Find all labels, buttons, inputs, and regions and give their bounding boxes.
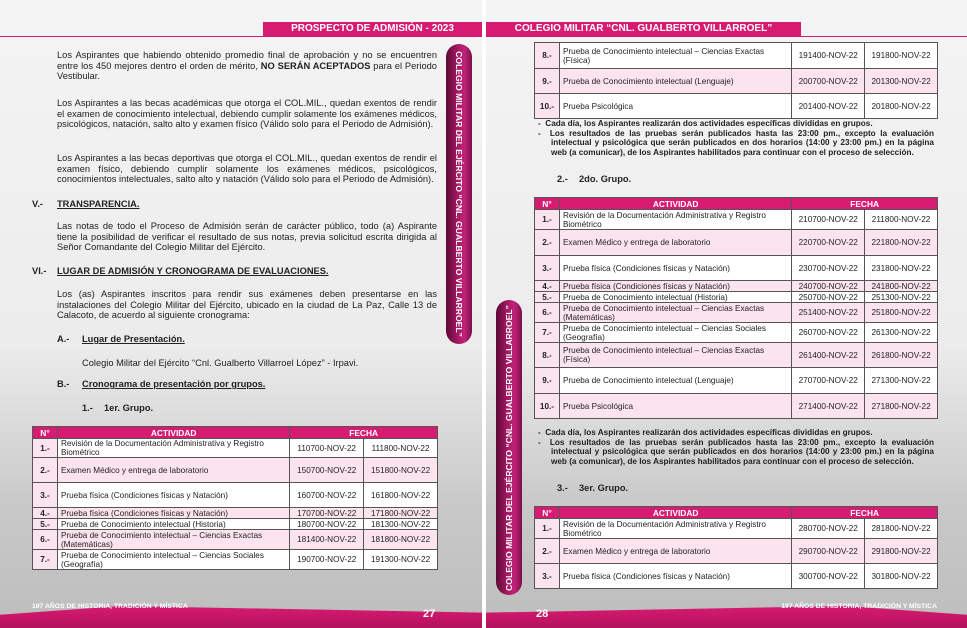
activity-cell: Revisión de la Documentación Administrativa y Registro Biométrico	[559, 519, 791, 539]
left-header-title: PROSPECTO DE ADMISIÓN - 2023	[263, 22, 482, 36]
date-start-cell: 280700-NOV-22	[792, 519, 865, 539]
table-header-row	[535, 507, 938, 519]
row-number: 1.-	[535, 519, 560, 539]
row-number: 10.-	[535, 394, 560, 419]
date-end-cell: 261300-NOV-22	[865, 323, 938, 343]
activity-cell: Prueba de Conocimiento intelectual – Ciencias Exactas (Física)	[559, 343, 791, 368]
date-start-cell: 191400-NOV-22	[792, 43, 865, 69]
left-footer-text: 197 AÑOS DE HISTORIA, TRADICIÓN Y MÍSTICA	[32, 603, 188, 610]
left-footer	[0, 588, 482, 628]
col-header-activity: ACTIVIDAD	[559, 507, 791, 519]
table-row	[535, 256, 938, 281]
activity-cell: Examen Médico y entrega de laboratorio	[559, 230, 791, 256]
activity-cell: Prueba de Conocimiento intelectual – Ciencias Exactas (Física)	[559, 43, 791, 69]
date-end-cell: 261800-NOV-22	[865, 343, 938, 368]
date-start-cell: 200700-NOV-22	[792, 69, 865, 94]
activity-cell: Prueba de Conocimiento intelectual – Ciencias Exactas (Matemáticas)	[57, 530, 289, 550]
date-end-cell: 221800-NOV-22	[865, 230, 938, 256]
table-row	[535, 94, 938, 119]
section-vi-heading: VI.- LUGAR DE ADMISIÓN Y CRONOGRAMA DE EVALUACIONES.	[32, 266, 329, 276]
col-header-date: FECHA	[792, 198, 938, 210]
left-side-ribbon	[446, 44, 472, 344]
table-row	[535, 292, 938, 303]
right-side-ribbon	[496, 300, 522, 595]
date-start-cell: 181400-NOV-22	[290, 530, 364, 550]
row-number: 4.-	[33, 508, 58, 519]
date-end-cell: 231800-NOV-22	[865, 256, 938, 281]
group2-heading: 2.- 2do. Grupo.	[557, 174, 632, 184]
row-number: 8.-	[535, 43, 560, 69]
col-header-num: N°	[535, 198, 560, 210]
col-header-date: FECHA	[792, 507, 938, 519]
date-start-cell: 180700-NOV-22	[290, 519, 364, 530]
left-page	[0, 0, 482, 628]
row-number: 2.-	[535, 230, 560, 256]
date-end-cell: 271800-NOV-22	[865, 394, 938, 419]
paragraph-academic-scholarships: Los Aspirantes a las becas académicas que otorga el COL.MIL., quedan exentos de rendir el examen de conocimiento intelectual, debiendo cumplir solamente los exámenes médicos, psicológicos, natación, salto alto y examen físico (Válido solo para el Periodo de Admisión).	[57, 98, 437, 130]
row-number: 3.-	[33, 483, 58, 508]
group2-notes: - Cada día, los Aspirantes realizarán dos actividades específicas divididas en grupos. - Los resultados de las pruebas serán publicados hasta las 23:00 pm., excepto la evaluación intelectual y psicológica que serán publicados en dos horarios (14:00 y 23:00 pm.) en la página web (a comunicar), de los Aspirantes habilitados para continuar con el proceso de selección.	[538, 428, 934, 466]
date-start-cell: 201400-NOV-22	[792, 94, 865, 119]
table-row	[535, 281, 938, 292]
activity-cell: Prueba de Conocimiento intelectual – Ciencias Sociales (Geografía)	[57, 550, 289, 570]
row-number: 1.-	[33, 439, 58, 458]
table-row	[33, 530, 438, 550]
activity-cell: Prueba de Conocimiento intelectual – Ciencias Exactas (Matemáticas)	[559, 303, 791, 323]
section-v-text: Las notas de todo el Proceso de Admisión serán de carácter público, todo (a) Aspirante tiene la posibilidad de verificar el resultado de sus notas, previa solicitud escrita dirigida al Señor Comandante del Colegio Militar del Ejército.	[57, 221, 437, 253]
paragraph-not-accepted: Los Aspirantes que habiendo obtenido promedio final de aprobación y no se encuentren entre los 450 mejores dentro el orden de mérito, NO SERÁN ACEPTADOS para el Periodo Vestibular.	[57, 50, 437, 82]
left-page-number: 27	[423, 608, 436, 620]
row-number: 3.-	[535, 256, 560, 281]
row-number: 9.-	[535, 69, 560, 94]
activity-cell: Revisión de la Documentación Administrativa y Registro Biométrico	[559, 210, 791, 230]
row-number: 2.-	[33, 458, 58, 483]
table-header-row	[33, 427, 438, 439]
group1-continued-table	[534, 42, 938, 119]
subsection-b-heading: B.- Cronograma de presentación por grupos.	[57, 379, 266, 389]
row-number: 5.-	[33, 519, 58, 530]
date-end-cell: 271300-NOV-22	[865, 368, 938, 394]
row-number: 1.-	[535, 210, 560, 230]
right-header-rule	[486, 36, 967, 37]
section-v-heading: V.- TRANSPARENCIA.	[32, 199, 140, 209]
activity-cell: Prueba física (Condiciones físicas y Natación)	[559, 256, 791, 281]
date-start-cell: 150700-NOV-22	[290, 458, 364, 483]
date-start-cell: 290700-NOV-22	[792, 539, 865, 564]
date-end-cell: 241800-NOV-22	[865, 281, 938, 292]
table-row	[535, 230, 938, 256]
date-start-cell: 210700-NOV-22	[792, 210, 865, 230]
table-row	[535, 303, 938, 323]
group2-schedule-table	[534, 197, 938, 419]
right-footer	[486, 588, 967, 628]
subsection-a-text: Colegio Militar del Ejército “Cnl. Gualberto Villarroel López” - Irpavi.	[82, 358, 359, 368]
date-end-cell: 201800-NOV-22	[865, 94, 938, 119]
table-row	[33, 550, 438, 570]
table-header-row	[535, 198, 938, 210]
date-start-cell: 190700-NOV-22	[290, 550, 364, 570]
activity-cell: Prueba de Conocimiento intelectual – Ciencias Sociales (Geografía)	[559, 323, 791, 343]
date-start-cell: 270700-NOV-22	[792, 368, 865, 394]
date-start-cell: 240700-NOV-22	[792, 281, 865, 292]
row-number: 7.-	[535, 323, 560, 343]
date-start-cell: 170700-NOV-22	[290, 508, 364, 519]
table-row	[33, 483, 438, 508]
row-number: 8.-	[535, 343, 560, 368]
col-header-num: N°	[33, 427, 58, 439]
date-start-cell: 260700-NOV-22	[792, 323, 865, 343]
col-header-date: FECHA	[290, 427, 438, 439]
date-end-cell: 111800-NOV-22	[364, 439, 438, 458]
date-end-cell: 191800-NOV-22	[865, 43, 938, 69]
right-footer-text: 197 AÑOS DE HISTORIA, TRADICIÓN Y MÍSTICA	[781, 603, 937, 610]
section-vi-text: Los (as) Aspirantes inscritos para rendir sus exámenes deben presentarse en las instalaciones del Colegio Militar del Ejército, ubicado en la ciudad de La Paz, Calle 13 de Calacoto, de acuerdo al siguiente cronograma:	[57, 289, 437, 321]
date-end-cell: 251300-NOV-22	[865, 292, 938, 303]
activity-cell: Prueba de Conocimiento intelectual (Lenguaje)	[559, 368, 791, 394]
col-header-activity: ACTIVIDAD	[559, 198, 791, 210]
left-ribbon-text: COLEGIO MILITAR DEL EJÉRCITO “CNL. GUALBERTO VILLARROEL”	[454, 51, 464, 337]
subsection-a-heading: A.- Lugar de Presentación.	[57, 334, 185, 344]
left-header-rule	[0, 36, 482, 37]
row-number: 6.-	[33, 530, 58, 550]
activity-cell: Prueba Psicológica	[559, 94, 791, 119]
activity-cell: Examen Médico y entrega de laboratorio	[57, 458, 289, 483]
date-end-cell: 171800-NOV-22	[364, 508, 438, 519]
activity-cell: Prueba física (Condiciones físicas y Natación)	[57, 483, 289, 508]
paragraph-sports-scholarships: Los Aspirantes a las becas deportivas que otorga el COL.MIL., quedan exentos de rendir el examen físico, debiendo cumplir solamente los exámenes médicos, psicológicos, conocimientos intelectuales, salto alto y natación (Válido solo para el Periodo de Admisión).	[57, 153, 437, 185]
row-number: 2.-	[535, 539, 560, 564]
date-end-cell: 201300-NOV-22	[865, 69, 938, 94]
group1-notes: - Cada día, los Aspirantes realizarán dos actividades específicas divididas en grupos. - Los resultados de las pruebas serán publicados hasta las 23:00 pm., excepto la evaluación intelectual y psicológica que serán publicados en dos horarios (14:00 y 23:00 pm.) en la página web (a comunicar), de los Aspirantes habilitados para continuar con el proceso de selección.	[538, 119, 934, 157]
date-end-cell: 291800-NOV-22	[865, 539, 938, 564]
activity-cell: Prueba de Conocimiento intelectual (Lenguaje)	[559, 69, 791, 94]
date-end-cell: 191300-NOV-22	[364, 550, 438, 570]
right-header-title: COLEGIO MILITAR “CNL. GUALBERTO VILLARROEL”	[486, 22, 801, 36]
table-row	[535, 210, 938, 230]
date-start-cell: 251400-NOV-22	[792, 303, 865, 323]
date-end-cell: 151800-NOV-22	[364, 458, 438, 483]
date-start-cell: 250700-NOV-22	[792, 292, 865, 303]
date-start-cell: 110700-NOV-22	[290, 439, 364, 458]
date-end-cell: 181300-NOV-22	[364, 519, 438, 530]
date-end-cell: 161800-NOV-22	[364, 483, 438, 508]
date-start-cell: 160700-NOV-22	[290, 483, 364, 508]
right-page-number: 28	[536, 608, 549, 620]
activity-cell: Prueba física (Condiciones físicas y Natación)	[559, 281, 791, 292]
activity-cell: Revisión de la Documentación Administrativa y Registro Biométrico	[57, 439, 289, 458]
date-start-cell: 271400-NOV-22	[792, 394, 865, 419]
row-number: 4.-	[535, 281, 560, 292]
table-row	[535, 323, 938, 343]
table-row	[33, 508, 438, 519]
date-end-cell: 211800-NOV-22	[865, 210, 938, 230]
activity-cell: Prueba Psicológica	[559, 394, 791, 419]
right-page	[486, 0, 967, 628]
table-row	[535, 343, 938, 368]
date-end-cell: 181800-NOV-22	[364, 530, 438, 550]
row-number: 9.-	[535, 368, 560, 394]
table-row	[535, 43, 938, 69]
table-row	[535, 539, 938, 564]
row-number: 10.-	[535, 94, 560, 119]
activity-cell: Prueba física (Condiciones físicas y Natación)	[559, 564, 791, 589]
date-end-cell: 251800-NOV-22	[865, 303, 938, 323]
table-row	[33, 458, 438, 483]
group1-schedule-table	[32, 426, 438, 570]
row-number: 5.-	[535, 292, 560, 303]
date-start-cell: 220700-NOV-22	[792, 230, 865, 256]
row-number: 6.-	[535, 303, 560, 323]
col-header-num: N°	[535, 507, 560, 519]
group3-heading: 3.- 3er. Grupo.	[557, 483, 629, 493]
date-end-cell: 301800-NOV-22	[865, 564, 938, 589]
table-row	[535, 564, 938, 589]
table-row	[535, 368, 938, 394]
activity-cell: Examen Médico y entrega de laboratorio	[559, 539, 791, 564]
date-end-cell: 281800-NOV-22	[865, 519, 938, 539]
date-start-cell: 261400-NOV-22	[792, 343, 865, 368]
table-row	[33, 439, 438, 458]
table-row	[535, 394, 938, 419]
activity-cell: Prueba de Conocimiento intelectual (Historia)	[57, 519, 289, 530]
table-row	[535, 519, 938, 539]
row-number: 7.-	[33, 550, 58, 570]
table-row	[535, 69, 938, 94]
date-start-cell: 230700-NOV-22	[792, 256, 865, 281]
date-start-cell: 300700-NOV-22	[792, 564, 865, 589]
activity-cell: Prueba de Conocimiento intelectual (Historia)	[559, 292, 791, 303]
col-header-activity: ACTIVIDAD	[57, 427, 289, 439]
group1-heading: 1.- 1er. Grupo.	[82, 403, 154, 413]
right-ribbon-text: COLEGIO MILITAR DEL EJÉRCITO “CNL. GUALBERTO VILLARROEL”	[504, 304, 514, 591]
group3-schedule-table	[534, 506, 938, 589]
row-number: 3.-	[535, 564, 560, 589]
table-row	[33, 519, 438, 530]
activity-cell: Prueba física (Condiciones físicas y Natación)	[57, 508, 289, 519]
